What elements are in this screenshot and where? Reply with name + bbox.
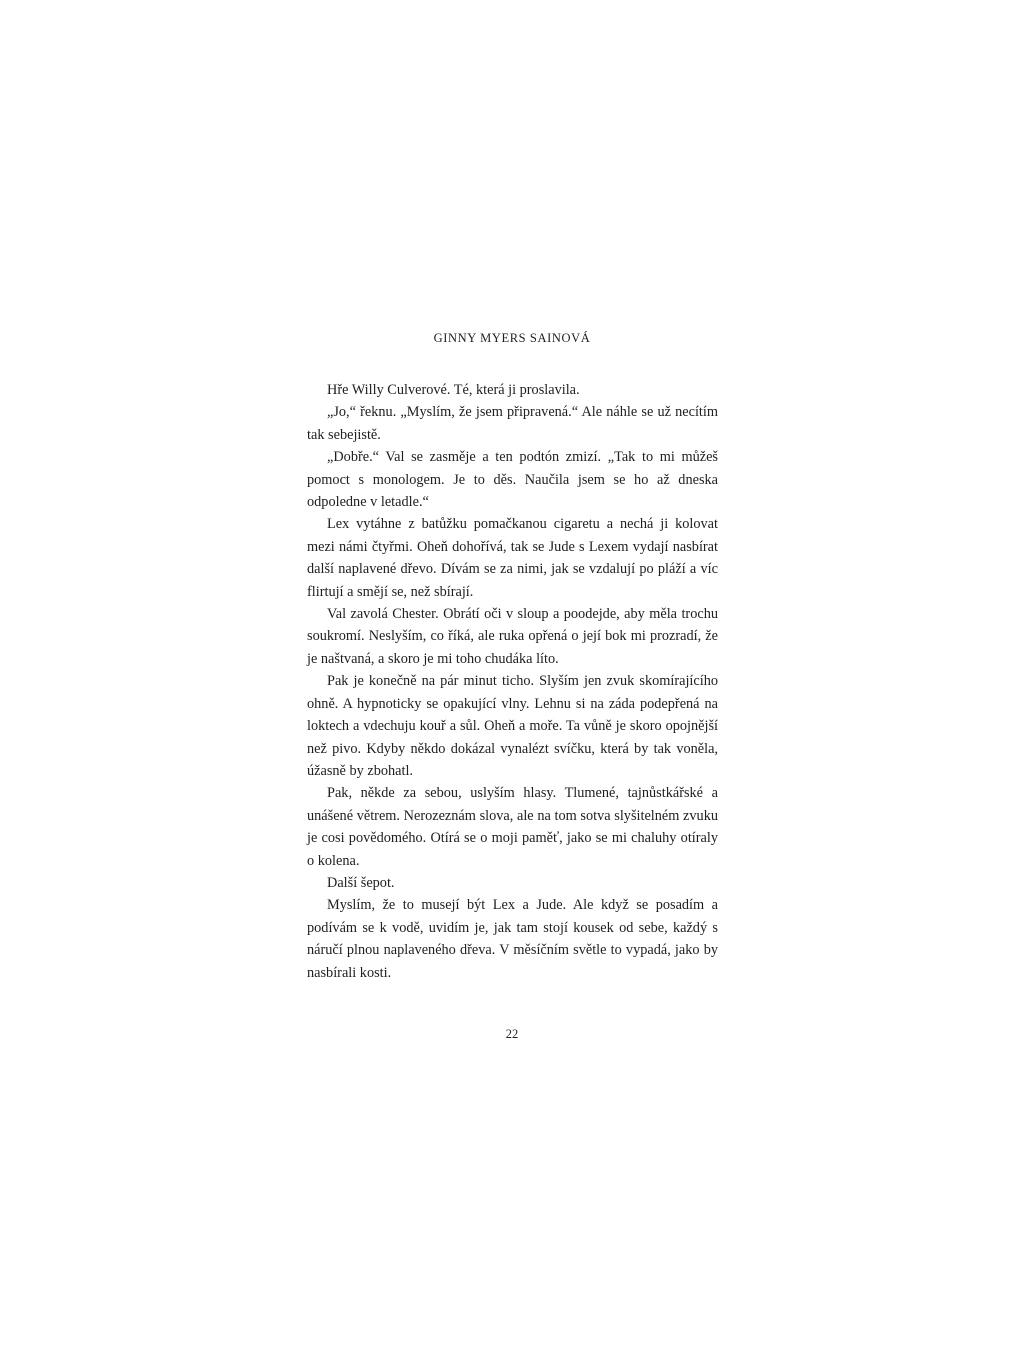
paragraph: Val zavolá Chester. Obrátí oči v sloup a poodejde, aby měla trochu soukromí. Neslyším, co říká, ale ruka opřená o její bok mi prozradí, že je naštvaná, a skoro je mi toho chudáka líto. bbox=[307, 606, 718, 667]
page-number: 22 bbox=[505, 1027, 519, 1041]
paragraph: „Jo,“ řeknu. „Myslím, že jsem připravená.“ Ale náhle se už necítím tak sebejistě. bbox=[307, 404, 718, 443]
paragraph: Další šepot. bbox=[327, 874, 395, 891]
paragraph: Myslím, že to musejí být Lex a Jude. Ale když se posadím a podívám se k vodě, uvidím je, jak tam stojí kousek od sebe, každý s náručí plnou naplaveného dřeva. V měsíčním světle to vypadá, jako by nasbírali kosti. bbox=[307, 897, 718, 981]
paragraph: „Dobře.“ Val se zasměje a ten podtón zmizí. „Tak to mi můžeš pomoct s monologem. Je to děs. Naučila jsem se ho až dneska odpoledne v letadle.“ bbox=[307, 449, 718, 511]
paragraph: Hře Willy Culverové. Té, která ji proslavila. bbox=[327, 382, 580, 398]
body-text bbox=[307, 379, 718, 984]
paragraph: Lex vytáhne z batůžku pomačkanou cigaretu a nechá ji kolovat mezi námi čtyřmi. Oheň dohořívá, tak se Jude s Lexem vydají nasbírat další naplavené dřevo. Dívám se za nimi, jak se vzdalují po pláží a víc flirtují a smějí se, než sbírají. bbox=[307, 516, 718, 600]
paragraph: Pak, někde za sebou, uslyším hlasy. Tlumené, tajnůstkářské a unášené větrem. Nerozeznám slova, ale na tom sotva slyšitelném zvuku je cosi povědomého. Otírá se o moji paměť, jako se mi chaluhy otíraly o kolena. bbox=[307, 785, 718, 869]
paragraph: Pak je konečně na pár minut ticho. Slyším jen zvuk skomírajícího ohně. A hypnoticky se opakující vlny. Lehnu si na záda podepřená na loktech a vdechuju kouř a sůl. Oheň a moře. Ta vůně je skoro opojnější než pivo. Kdyby někdo dokázal vynalézt svíčku, která by tak voněla, úžasně by zbohatl. bbox=[307, 673, 718, 779]
running-head: GINNY MYERS SAINOVÁ bbox=[433, 331, 591, 345]
